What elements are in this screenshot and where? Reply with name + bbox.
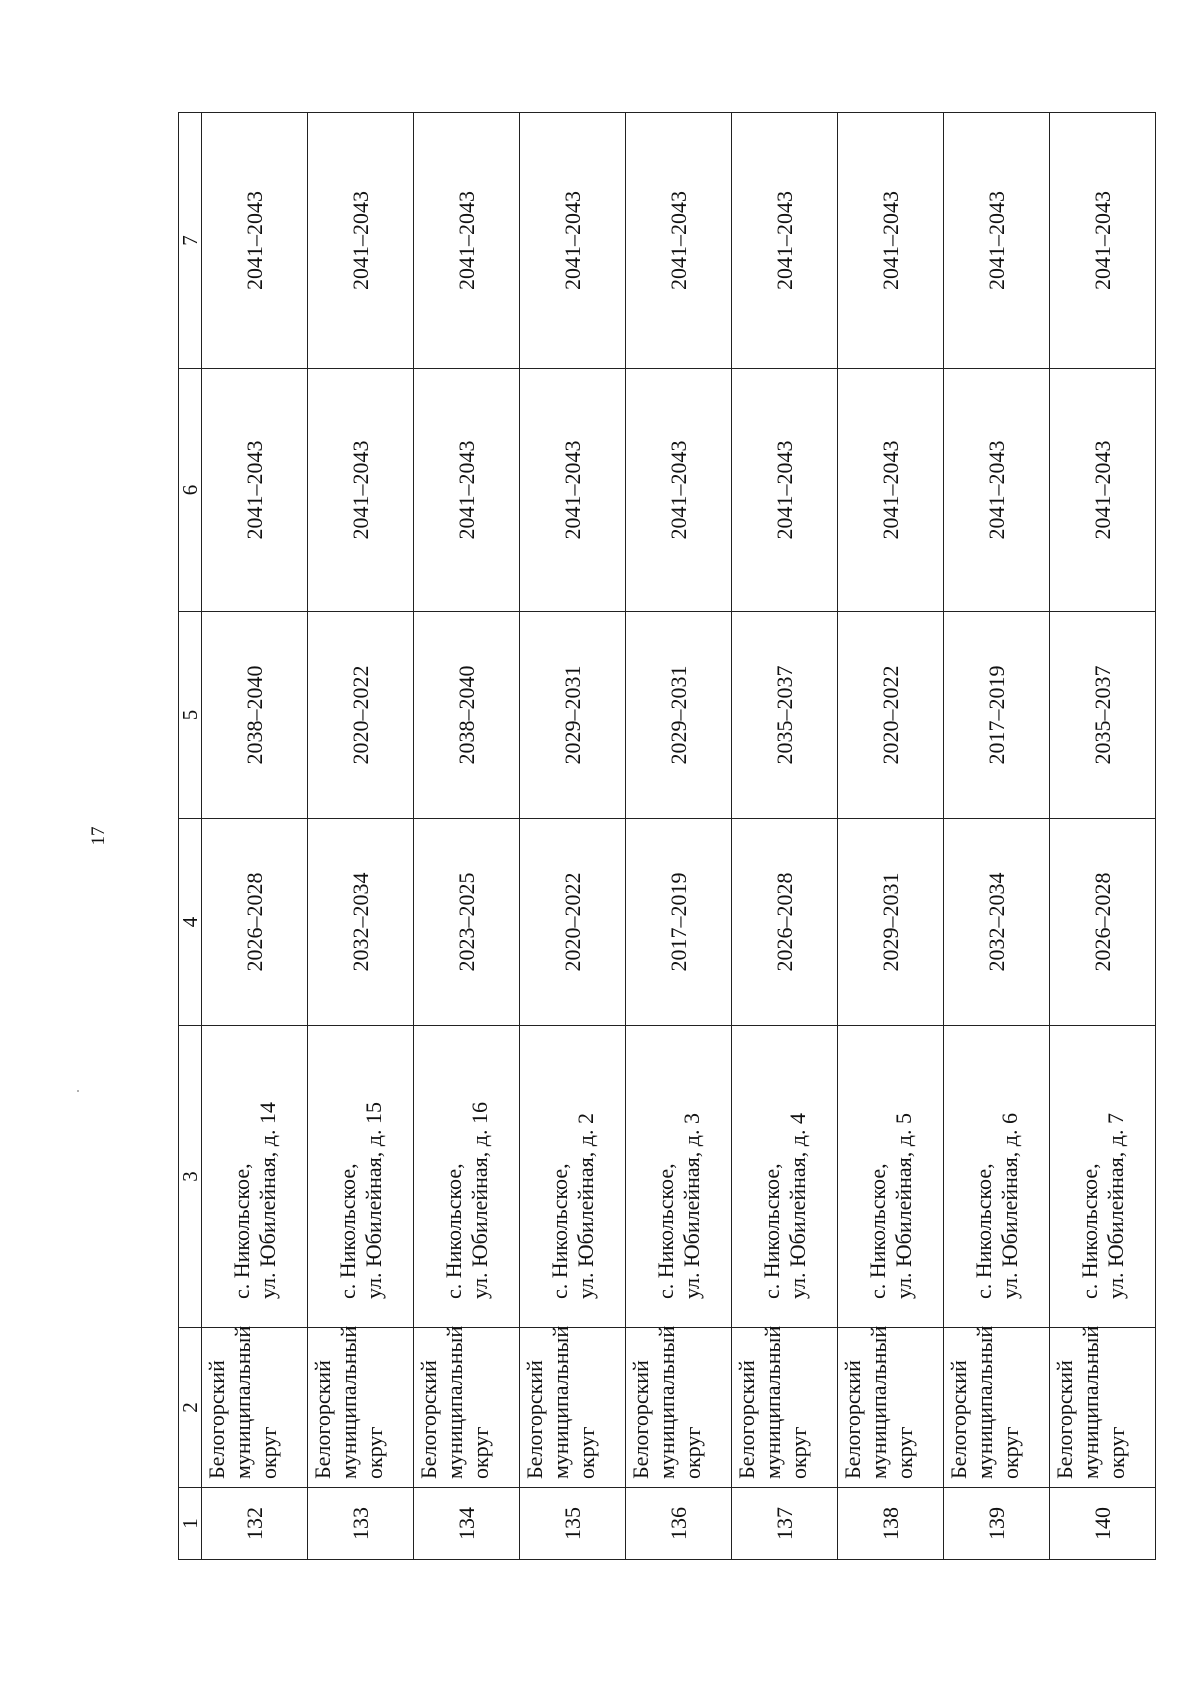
address-line: с. Никольское, — [440, 1163, 466, 1299]
period-cell-col6: 2041–2043 — [944, 369, 1050, 612]
schedule-table — [178, 112, 1156, 1560]
period-cell-col4: 2032–2034 — [944, 819, 1050, 1026]
period-cell-col5: 2038–2040 — [414, 612, 520, 819]
table-header-row — [179, 113, 202, 1560]
district-cell — [308, 1325, 414, 1488]
row-number-cell: 132 — [202, 1488, 308, 1560]
address-cell — [838, 1026, 944, 1328]
district-line: округ — [891, 1426, 917, 1479]
period-cell-col6: 2041–2043 — [1050, 369, 1156, 612]
period-cell-col5: 2035–2037 — [1050, 612, 1156, 819]
address-line: ул. Юбилейная, д. 3 — [678, 1113, 704, 1299]
table-row — [520, 113, 626, 1560]
header-cell-5: 5 — [179, 612, 202, 819]
table-row — [414, 113, 520, 1560]
district-line: муниципальный — [229, 1325, 255, 1479]
period-cell-col4: 2026–2028 — [732, 819, 838, 1026]
period-cell-col4: 2023–2025 — [414, 819, 520, 1026]
district-line: Белогорский — [416, 1360, 441, 1479]
period-cell-col4: 2017–2019 — [626, 819, 732, 1026]
address-line: ул. Юбилейная, д. 14 — [254, 1102, 280, 1299]
address-line: ул. Юбилейная, д. 5 — [890, 1113, 916, 1299]
page-number: 17 — [88, 826, 109, 846]
period-cell-col7: 2041–2043 — [944, 113, 1050, 369]
row-number-cell: 135 — [520, 1488, 626, 1560]
address-cell — [732, 1026, 838, 1328]
district-line: округ — [785, 1426, 811, 1479]
row-number-cell: 133 — [308, 1488, 414, 1560]
row-number-cell: 134 — [414, 1488, 520, 1560]
district-line: Белогорский — [310, 1360, 335, 1479]
period-cell-col6: 2041–2043 — [626, 369, 732, 612]
period-cell-col5: 2020–2022 — [308, 612, 414, 819]
table-row — [838, 113, 944, 1560]
district-line: Белогорский — [204, 1360, 229, 1479]
table-container — [178, 113, 1145, 1560]
district-cell — [1050, 1325, 1156, 1488]
district-line: округ — [255, 1426, 281, 1479]
district-line: Белогорский — [628, 1360, 653, 1479]
address-line: с. Никольское, — [546, 1163, 572, 1299]
table-row — [202, 113, 308, 1560]
district-line: муниципальный — [971, 1325, 997, 1479]
period-cell-col7: 2041–2043 — [414, 113, 520, 369]
address-cell — [944, 1026, 1050, 1328]
address-cell — [414, 1026, 520, 1328]
row-number-cell: 136 — [626, 1488, 732, 1560]
period-cell-col4: 2026–2028 — [202, 819, 308, 1026]
row-number-cell: 137 — [732, 1488, 838, 1560]
district-line: округ — [467, 1426, 493, 1479]
district-line: муниципальный — [865, 1325, 891, 1479]
header-cell-4: 4 — [179, 819, 202, 1026]
address-line: ул. Юбилейная, д. 16 — [466, 1102, 492, 1299]
address-line: с. Никольское, — [652, 1163, 678, 1299]
address-line: ул. Юбилейная, д. 4 — [784, 1113, 810, 1299]
period-cell-col6: 2041–2043 — [202, 369, 308, 612]
row-number-cell: 140 — [1050, 1488, 1156, 1560]
period-cell-col6: 2041–2043 — [414, 369, 520, 612]
table-row — [1050, 113, 1156, 1560]
header-cell-7: 7 — [179, 113, 202, 369]
period-cell-col5: 2029–2031 — [520, 612, 626, 819]
district-cell — [626, 1325, 732, 1488]
district-cell — [944, 1325, 1050, 1488]
period-cell-col7: 2041–2043 — [1050, 113, 1156, 369]
period-cell-col4: 2029–2031 — [838, 819, 944, 1026]
header-cell-3: 3 — [179, 1026, 202, 1328]
table-body — [179, 113, 1156, 1560]
address-line: ул. Юбилейная, д. 6 — [996, 1113, 1022, 1299]
district-line: Белогорский — [946, 1360, 971, 1479]
period-cell-col4: 2032–2034 — [308, 819, 414, 1026]
address-cell — [202, 1026, 308, 1328]
period-cell-col6: 2041–2043 — [520, 369, 626, 612]
table-row — [308, 113, 414, 1560]
district-line: округ — [997, 1426, 1023, 1479]
district-line: Белогорский — [734, 1360, 759, 1479]
period-cell-col5: 2020–2022 — [838, 612, 944, 819]
district-line: округ — [679, 1426, 705, 1479]
district-line: муниципальный — [653, 1325, 679, 1479]
period-cell-col4: 2020–2022 — [520, 819, 626, 1026]
row-number-cell: 138 — [838, 1488, 944, 1560]
address-cell — [1050, 1026, 1156, 1328]
address-line: с. Никольское, — [334, 1163, 360, 1299]
address-line: ул. Юбилейная, д. 15 — [360, 1102, 386, 1299]
table-row — [732, 113, 838, 1560]
district-line: муниципальный — [759, 1325, 785, 1479]
address-line: с. Никольское, — [228, 1163, 254, 1299]
district-line: Белогорский — [840, 1360, 865, 1479]
district-line: Белогорский — [1052, 1360, 1077, 1479]
district-line: муниципальный — [441, 1325, 467, 1479]
period-cell-col7: 2041–2043 — [308, 113, 414, 369]
table-row — [626, 113, 732, 1560]
district-cell — [838, 1325, 944, 1488]
period-cell-col4: 2026–2028 — [1050, 819, 1156, 1026]
district-cell — [202, 1325, 308, 1488]
period-cell-col6: 2041–2043 — [838, 369, 944, 612]
period-cell-col7: 2041–2043 — [202, 113, 308, 369]
header-cell-1: 1 — [179, 1488, 202, 1560]
period-cell-col7: 2041–2043 — [838, 113, 944, 369]
period-cell-col7: 2041–2043 — [520, 113, 626, 369]
district-line: округ — [1103, 1426, 1129, 1479]
district-cell — [520, 1325, 626, 1488]
address-line: с. Никольское, — [758, 1163, 784, 1299]
period-cell-col5: 2029–2031 — [626, 612, 732, 819]
district-line: округ — [573, 1426, 599, 1479]
address-cell — [626, 1026, 732, 1328]
district-cell — [732, 1325, 838, 1488]
header-cell-6: 6 — [179, 369, 202, 612]
address-line: с. Никольское, — [970, 1163, 996, 1299]
district-line: Белогорский — [522, 1360, 547, 1479]
district-line: округ — [361, 1426, 387, 1479]
address-cell — [308, 1026, 414, 1328]
table-row — [944, 113, 1050, 1560]
address-cell — [520, 1026, 626, 1328]
scan-speck — [77, 1090, 79, 1092]
address-line: с. Никольское, — [1076, 1163, 1102, 1299]
district-line: муниципальный — [547, 1325, 573, 1479]
period-cell-col5: 2038–2040 — [202, 612, 308, 819]
district-line: муниципальный — [1077, 1325, 1103, 1479]
header-cell-2: 2 — [179, 1328, 202, 1488]
period-cell-col5: 2017–2019 — [944, 612, 1050, 819]
district-cell — [414, 1325, 520, 1488]
period-cell-col7: 2041–2043 — [732, 113, 838, 369]
address-line: ул. Юбилейная, д. 2 — [572, 1113, 598, 1299]
period-cell-col7: 2041–2043 — [626, 113, 732, 369]
period-cell-col6: 2041–2043 — [308, 369, 414, 612]
rotated-table-frame — [178, 113, 1145, 1560]
address-line: с. Никольское, — [864, 1163, 890, 1299]
row-number-cell: 139 — [944, 1488, 1050, 1560]
period-cell-col6: 2041–2043 — [732, 369, 838, 612]
address-line: ул. Юбилейная, д. 7 — [1102, 1113, 1128, 1299]
district-line: муниципальный — [335, 1325, 361, 1479]
period-cell-col5: 2035–2037 — [732, 612, 838, 819]
